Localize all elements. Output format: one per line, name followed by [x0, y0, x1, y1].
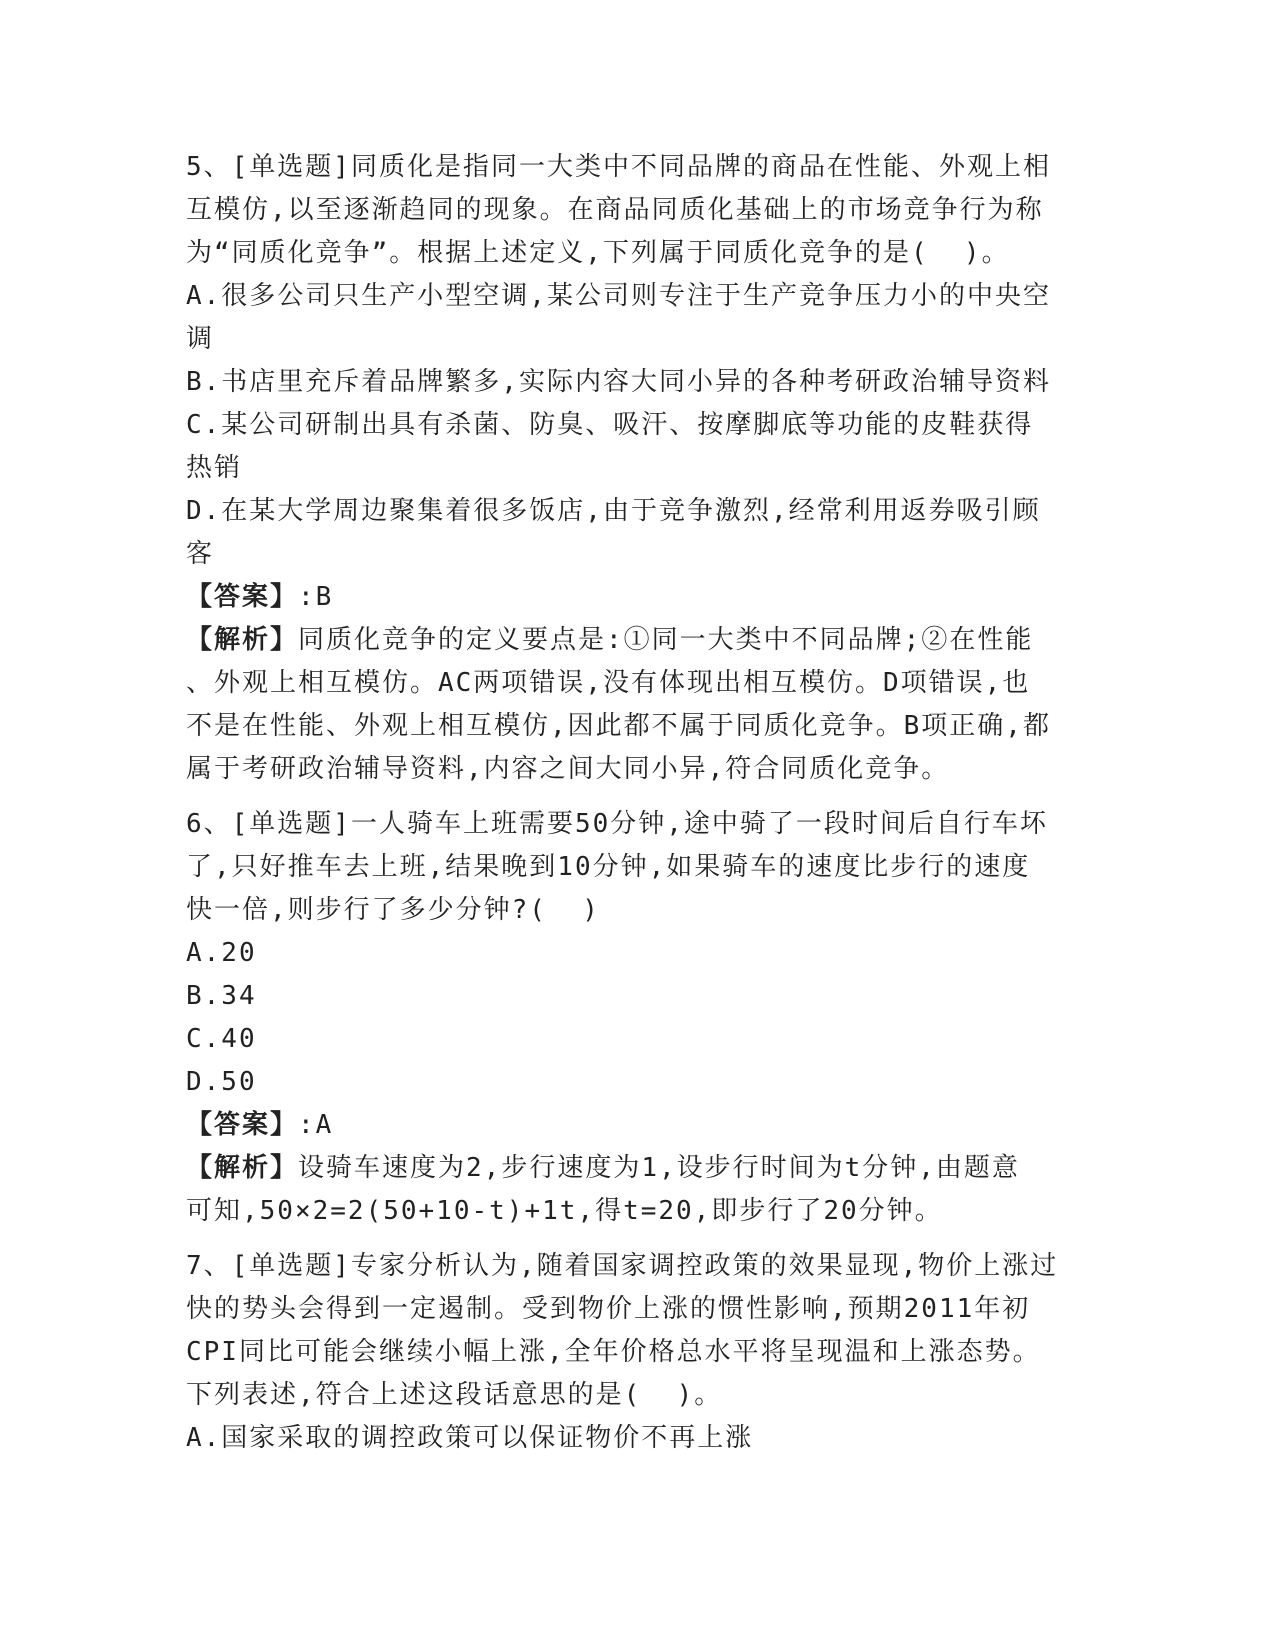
- answer-line: [186, 1104, 1086, 1147]
- option-line: A.国家采取的调控政策可以保证物价不再上涨: [186, 1423, 754, 1453]
- analysis-text: 设骑车速度为2,步行速度为1,设步行时间为t分钟,由题意: [298, 1153, 1020, 1183]
- question-7: [186, 1245, 1086, 1460]
- question-5: [186, 146, 1086, 791]
- analysis-line: 、外观上相互模仿。AC两项错误,没有体现出相互模仿。D项错误,也: [186, 668, 1031, 698]
- analysis-line: [186, 619, 1086, 662]
- analysis-label: 【解析】: [186, 625, 299, 655]
- option-line: 热销: [186, 453, 243, 483]
- question-stem-line: 下列表述,符合上述这段话意思的是( )。: [186, 1380, 723, 1410]
- option-line: A.20: [186, 938, 257, 968]
- question-stem-line: 了,只好推车去上班,结果晚到10分钟,如果骑车的速度比步行的速度: [186, 852, 1031, 882]
- option-line: C.40: [186, 1024, 257, 1054]
- answer-value: :A: [298, 1110, 334, 1140]
- analysis-label: 【解析】: [186, 1153, 299, 1183]
- answer-value: :B: [298, 582, 334, 612]
- question-stem-line: 7、[单选题]专家分析认为,随着国家调控政策的效果显现,物价上涨过: [186, 1251, 1059, 1281]
- analysis-line: 属于考研政治辅导资料,内容之间大同小异,符合同质化竞争。: [186, 754, 950, 784]
- question-stem-line: 快一倍,则步行了多少分钟?( ): [186, 895, 600, 925]
- question-stem-line: 5、[单选题]同质化是指同一大类中不同品牌的商品在性能、外观上相: [186, 152, 1051, 182]
- question-stem-line: 快的势头会得到一定遏制。受到物价上涨的惯性影响,预期2011年初: [186, 1294, 1031, 1324]
- option-line: 客: [186, 539, 215, 569]
- answer-label: 【答案】: [186, 1110, 299, 1140]
- document-page: [186, 146, 1086, 1472]
- question-stem-line: CPI同比可能会继续小幅上涨,全年价格总水平将呈现温和上涨态势。: [186, 1337, 1041, 1367]
- option-line: A.很多公司只生产小型空调,某公司则专注于生产竞争压力小的中央空: [186, 281, 1051, 311]
- option-line: C.某公司研制出具有杀菌、防臭、吸汗、按摩脚底等功能的皮鞋获得: [186, 410, 1034, 440]
- question-6: [186, 803, 1086, 1233]
- analysis-line: 不是在性能、外观上相互模仿,因此都不属于同质化竞争。B项正确,都: [186, 711, 1051, 741]
- analysis-text: 同质化竞争的定义要点是:①同一大类中不同品牌;②在性能: [298, 625, 1034, 655]
- analysis-line: 可知,50×2=2(50+10-t)+1t,得t=20,即步行了20分钟。: [186, 1196, 943, 1226]
- answer-label: 【答案】: [186, 582, 299, 612]
- question-stem-line: 为“同质化竞争”。根据上述定义,下列属于同质化竞争的是( )。: [186, 238, 1010, 268]
- option-line: B.书店里充斥着品牌繁多,实际内容大同小异的各种考研政治辅导资料: [186, 367, 1051, 397]
- analysis-line: [186, 1147, 1086, 1190]
- option-line: D.50: [186, 1067, 257, 1097]
- question-stem-line: 互模仿,以至逐渐趋同的现象。在商品同质化基础上的市场竞争行为称: [186, 195, 1044, 225]
- option-line: 调: [186, 324, 215, 354]
- option-line: B.34: [186, 981, 257, 1011]
- answer-line: [186, 576, 1086, 619]
- question-stem-line: 6、[单选题]一人骑车上班需要50分钟,途中骑了一段时间后自行车坏: [186, 809, 1048, 839]
- option-line: D.在某大学周边聚集着很多饭店,由于竞争激烈,经常利用返券吸引顾: [186, 496, 1041, 526]
